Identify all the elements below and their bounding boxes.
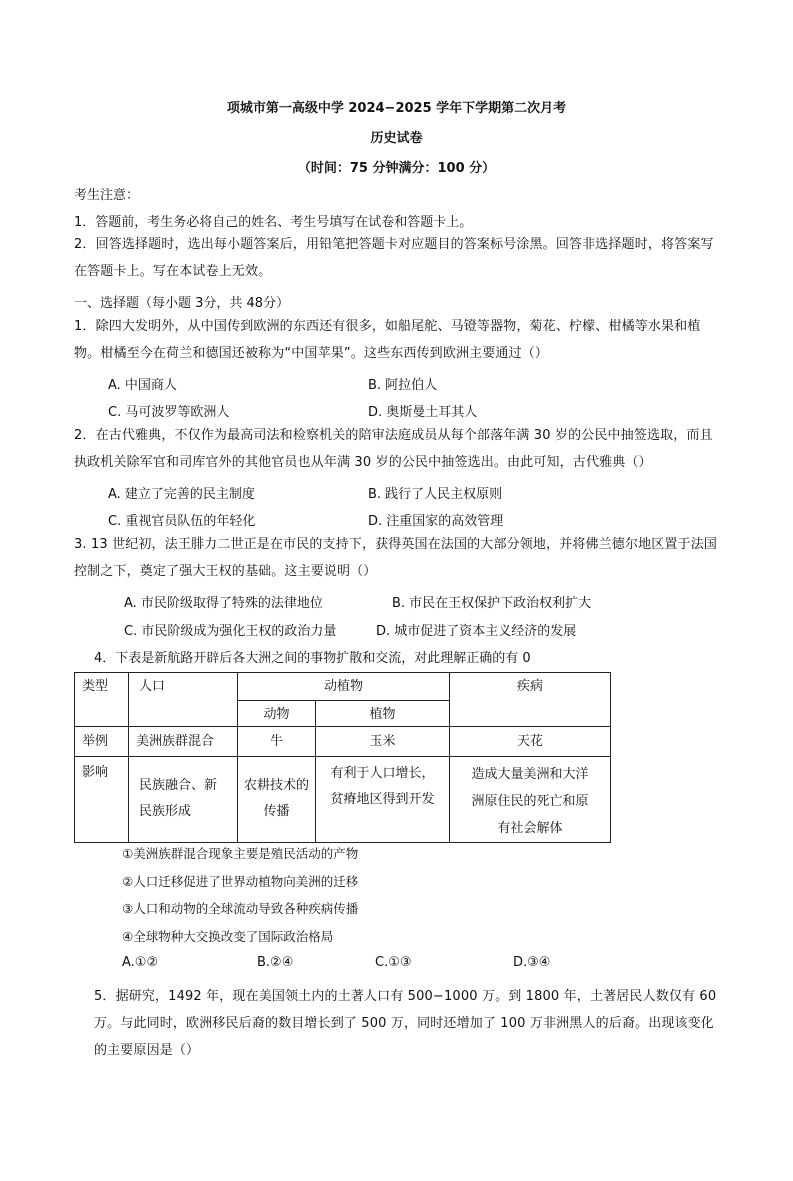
- impact-animal-line-1: 农耕技术的: [243, 778, 309, 793]
- impact-disease: [450, 757, 611, 843]
- q4-option-b: B.②④: [257, 955, 294, 970]
- impact-animal: [238, 757, 316, 843]
- q3-option-d: D. 城市促进了资本主义经济的发展: [376, 624, 577, 639]
- row-impact-label: 影响: [75, 757, 129, 843]
- q2-option-b: B. 践行了人民主权原则: [368, 487, 503, 502]
- example-animal: 牛: [238, 727, 316, 757]
- question-4-stem: 4．下表是新航路开辟后各大洲之间的事物扩散和交流，对此理解正确的有 0: [94, 651, 531, 666]
- q4-statement-4: ④全球物种大交换改变了国际政治格局: [122, 929, 334, 944]
- section-heading: 一、选择题（每小题 3分，共 48分）: [74, 296, 290, 311]
- time-info: （时间：75 分钟满分：100 分）: [297, 161, 496, 176]
- q4-option-a: A.①②: [122, 955, 159, 970]
- header-disease: 疾病: [450, 673, 611, 727]
- q4-statement-1: ①美洲族群混合现象主要是殖民活动的产物: [122, 846, 359, 861]
- q1-option-d: D. 奥斯曼土耳其人: [368, 405, 478, 420]
- q3-option-c: C. 市民阶级成为强化王权的政治力量: [124, 624, 337, 639]
- impact-population-line-1: 民族融合、新: [139, 778, 218, 793]
- header-population: 人口: [129, 673, 238, 727]
- q3-option-b: B. 市民在王权保护下政治权利扩大: [392, 596, 592, 611]
- impact-disease-line-1: 造成大量美洲和大洋: [471, 767, 589, 782]
- q4-statement-2: ②人口迁移促进了世界动植物向美洲的迁移: [122, 874, 359, 889]
- q1-option-b: B. 阿拉伯人: [368, 378, 438, 393]
- exam-title: 项城市第一高级中学 2024−2025 学年下学期第二次月考: [226, 101, 567, 116]
- header-type: 类型: [75, 673, 129, 727]
- q1-option-c: C. 马可波罗等欧洲人: [108, 405, 230, 420]
- question-5-stem: 5．据研究，1492 年，现在美国领土内的土著人口有 500−1000 万。到 1800 年，土著居民人数仅有 60 万。与此同时，欧洲移民后裔的数目增长到了 500 万，同时还增加了 100 万非洲黑人的后裔。出现该变化的主要原因是（）: [94, 989, 717, 1058]
- impact-plant-line-2: 贫瘠地区得到开发: [330, 792, 435, 807]
- header-animal: 动物: [238, 701, 316, 727]
- impact-animal-line-2: 传播: [263, 804, 290, 819]
- q4-option-d: D.③④: [513, 955, 551, 970]
- example-population: 美洲族群混合: [129, 727, 238, 757]
- q3-option-a: A. 市民阶级取得了特殊的法律地位: [124, 596, 323, 611]
- notice-item-2: 2．回答选择题时，选出每小题答案后，用铅笔把答题卡对应题目的答案标号涂黑。回答非选择题时，将答案写在答题卡上。写在本试卷上无效。: [74, 237, 714, 279]
- q4-statement-3: ③人口和动物的全球流动导致各种疾病传播: [122, 901, 359, 916]
- impact-disease-line-3: 有社会解体: [497, 821, 563, 836]
- row-example-label: 举例: [75, 727, 129, 757]
- header-plant: 植物: [316, 701, 450, 727]
- example-disease: 天花: [450, 727, 611, 757]
- question-1-stem: 1．除四大发明外，从中国传到欧洲的东西还有很多，如船尾舵、马镫等器物，菊花、柠檬、柑橘等水果和植物。柑橘至今在荷兰和德国还被称为“中国苹果”。这些东西传到欧洲主要通过（）: [74, 319, 701, 361]
- notice-heading: 考生注意：: [74, 188, 140, 203]
- q2-option-c: C. 重视官员队伍的年轻化: [108, 514, 256, 529]
- q4-option-c: C.①③: [375, 955, 412, 970]
- impact-population-line-2: 民族形成: [139, 804, 192, 819]
- q2-option-d: D. 注重国家的高效管理: [368, 514, 504, 529]
- notice-item-1: 1．答题前，考生务必将自己的姓名、考生号填写在试卷和答题卡上。: [74, 215, 473, 230]
- subject-title: 历史试卷: [370, 131, 423, 146]
- question-2-stem: 2．在古代雅典，不仅作为最高司法和检察机关的陪审法庭成员从每个部落年满 30 岁的公民中抽签选取，而且执政机关除军官和司库官外的其他官员也从年满 30 岁的公民中抽签选出。由此可知，古代雅典（）: [74, 428, 713, 470]
- impact-plant: [316, 757, 450, 843]
- impact-population: [129, 757, 238, 843]
- impact-disease-line-2: 洲原住民的死亡和原: [471, 794, 589, 809]
- example-plant: 玉米: [316, 727, 450, 757]
- q1-option-a: A. 中国商人: [108, 378, 177, 393]
- question-3-stem: 3. 13 世纪初，法王腓力二世正是在市民的支持下，获得英国在法国的大部分领地，并将佛兰德尔地区置于法国控制之下，奠定了强大王权的基础。这主要说明（）: [74, 537, 718, 579]
- q2-option-a: A. 建立了完善的民主制度: [108, 487, 255, 502]
- header-flora-fauna: 动植物: [238, 673, 450, 701]
- exchange-table: [74, 672, 611, 843]
- impact-plant-line-1: 有利于人口增长，: [330, 766, 435, 781]
